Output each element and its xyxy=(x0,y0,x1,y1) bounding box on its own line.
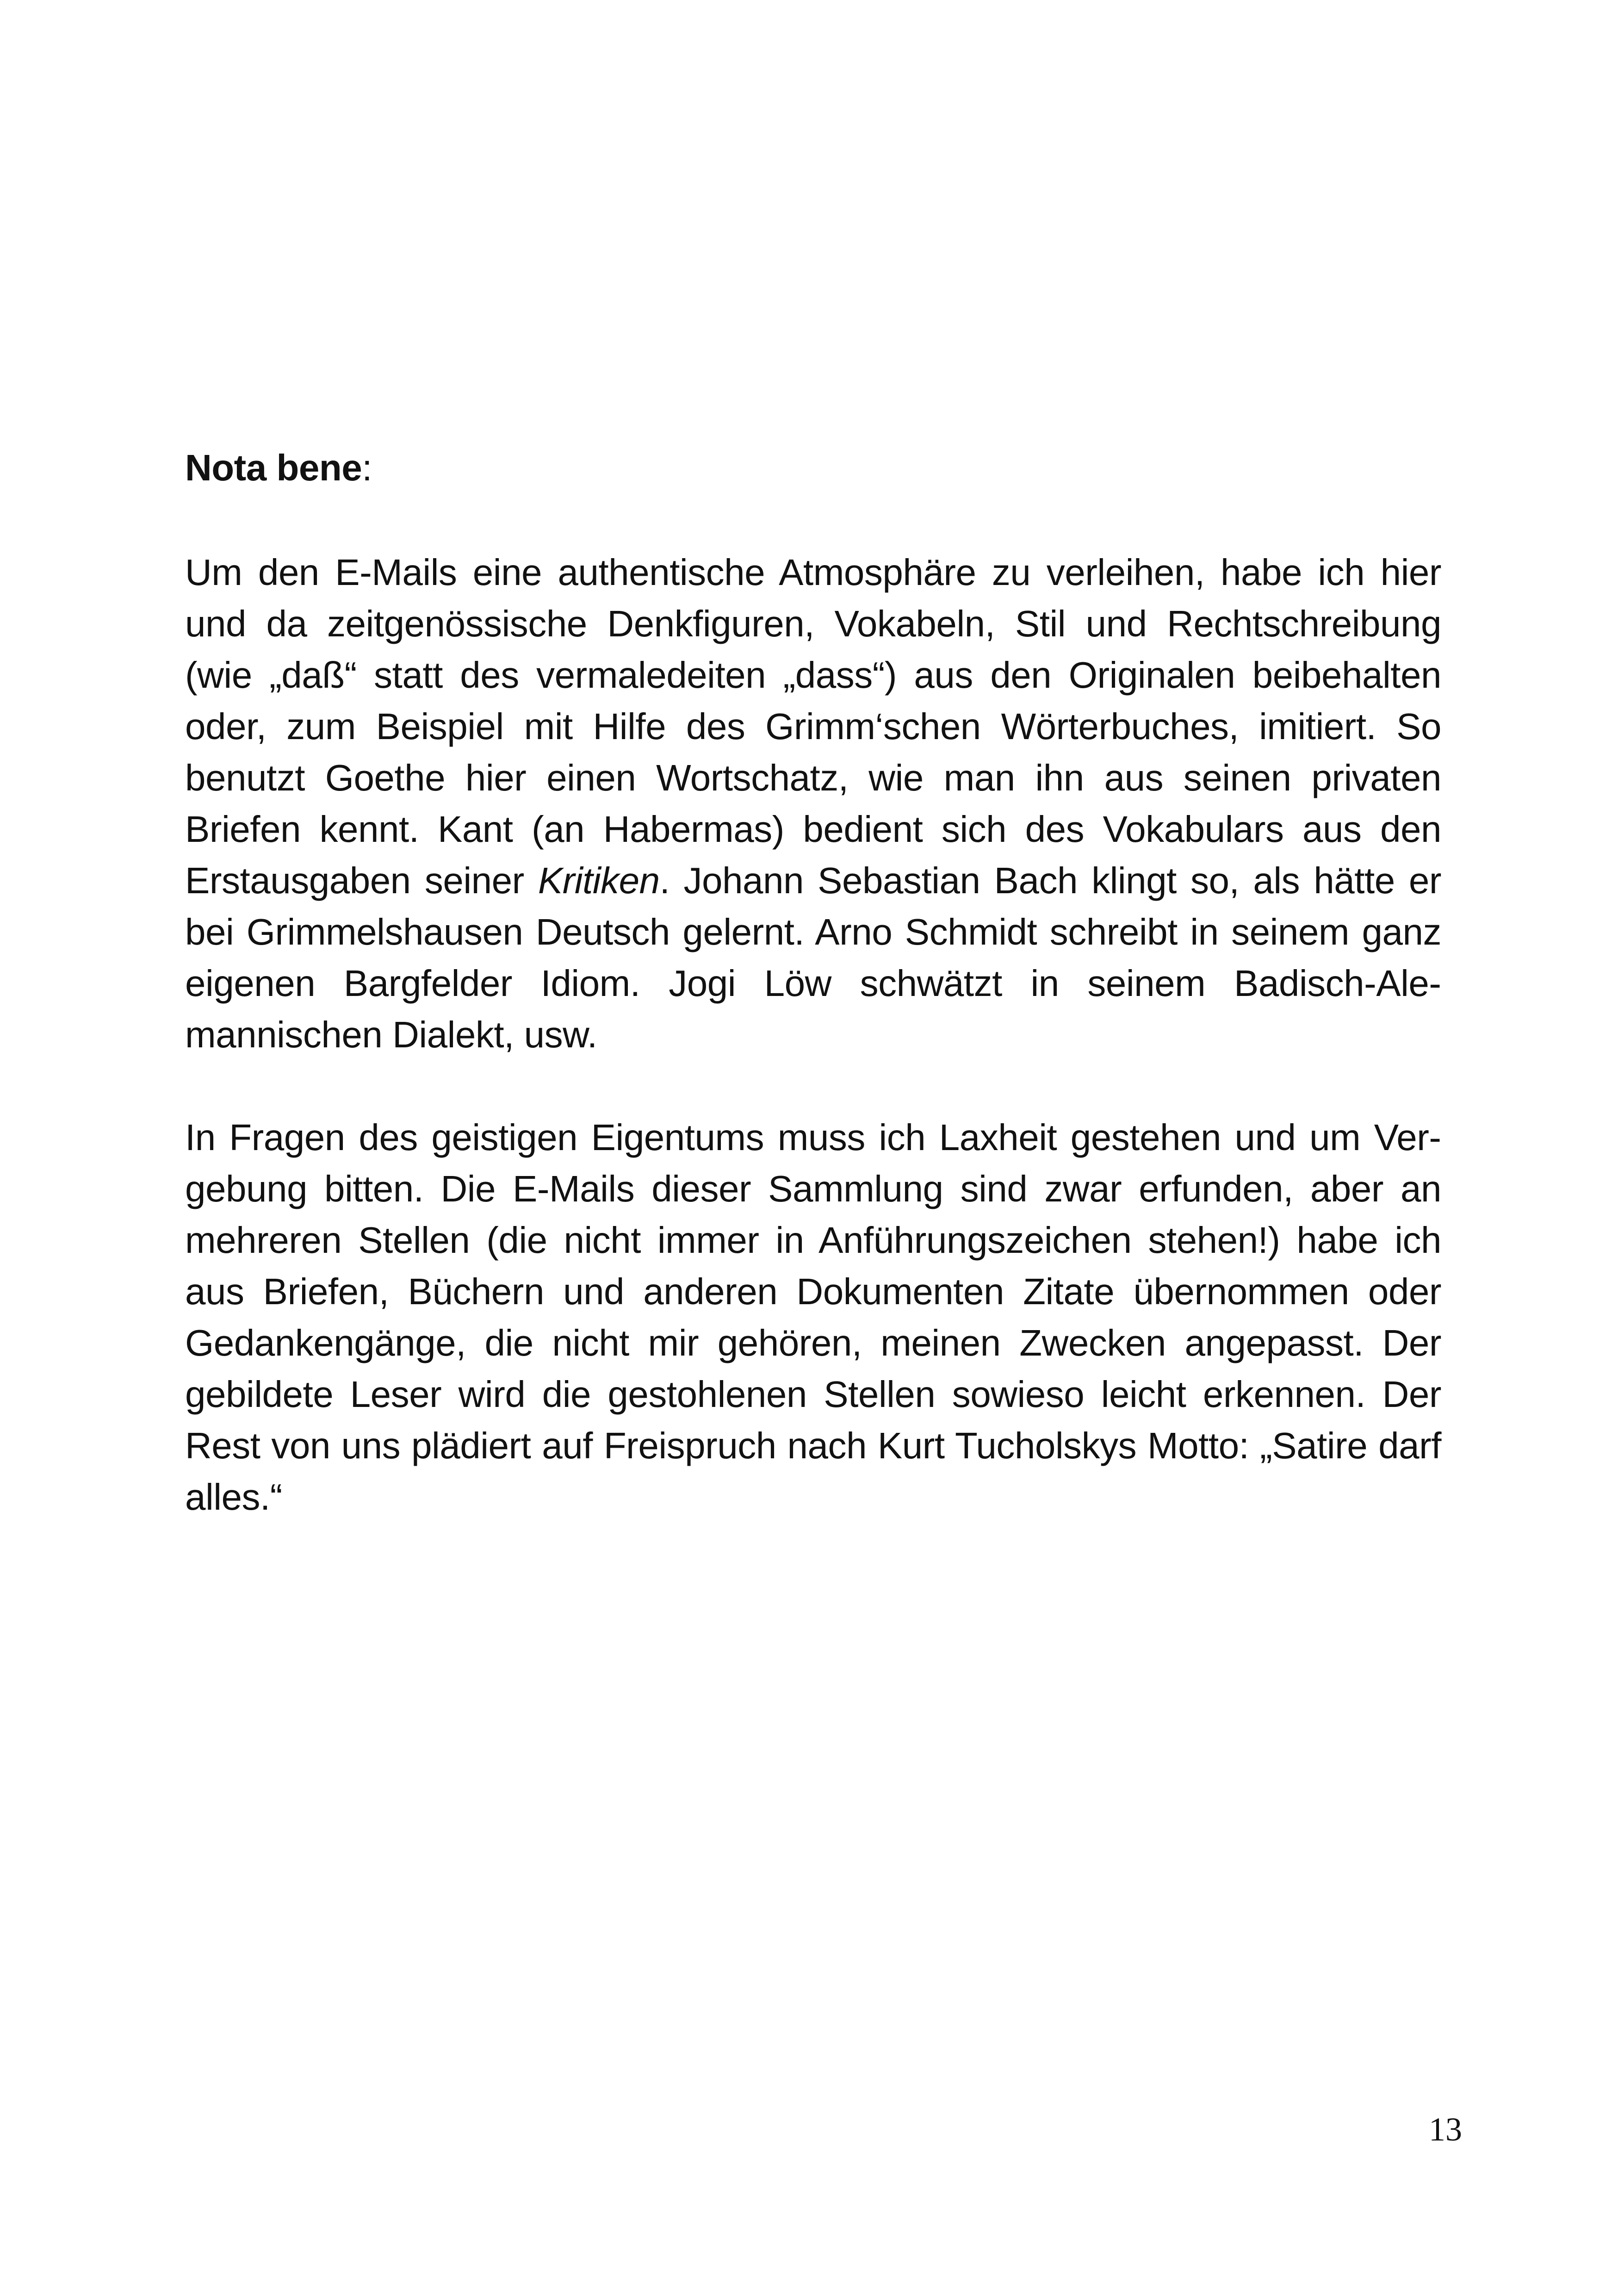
paragraph-authenticity xyxy=(185,547,1441,1060)
paragraph-intellectual-property: In Fragen des geistigen Eigentums muss ich Laxheit gestehen und um Vergebung bitten. Die E-Mails dieser Sammlung sind zwar erfunden, aber an mehreren Stellen (die nicht immer in Anführungszeichen stehen!) habe ich aus Briefen, Büchern und anderen Dokumenten Zitate übernommen oder Gedankengänge, die nicht mir gehören, meinen Zwecken angepasst. Der gebildete Leser wird die gestohlenen Stellen sowieso leicht erkennen. Der Rest von uns plädiert auf Freispruch nach Kurt Tucholskys Motto: „Satire darf alles.“ xyxy=(185,1117,1441,1518)
heading-bold-text: Nota bene xyxy=(185,447,362,488)
paragraph-text: . Johann Sebastian Bach klingt so, als hätte er bei Grimmelshausen Deutsch gelernt. Arno Schmidt schreibt in seinem ganz eigenen Bargfelder Idiom. Jogi Löw schwätzt in seinem Badisch-Alemannischen Dialekt, usw. xyxy=(185,860,1442,1055)
section-heading xyxy=(185,442,1441,493)
paragraph-text: Um den E-Mails eine authentische Atmosphäre zu verleihen, habe ich hier und da zeitgenössische Denkfiguren, Vokabeln, Stil und Rechtschreibung (wie „daß“ statt des vermaledeiten „dass“) aus den Originalen beibehalten oder, zum Beispiel mit Hilfe des Grimm‘schen Wörterbuches, imitiert. So benutzt Goethe hier einen Wortschatz, wie man ihn aus seinen privaten Briefen kennt. Kant (an Habermas) bedient sich des Vokabulars aus den Erstausgaben seiner xyxy=(185,552,1441,901)
heading-colon: : xyxy=(362,447,372,488)
italic-title-kritiken: Kritiken xyxy=(538,860,660,901)
page-number: 13 xyxy=(1429,2111,1462,2148)
body-text xyxy=(185,442,1441,1574)
